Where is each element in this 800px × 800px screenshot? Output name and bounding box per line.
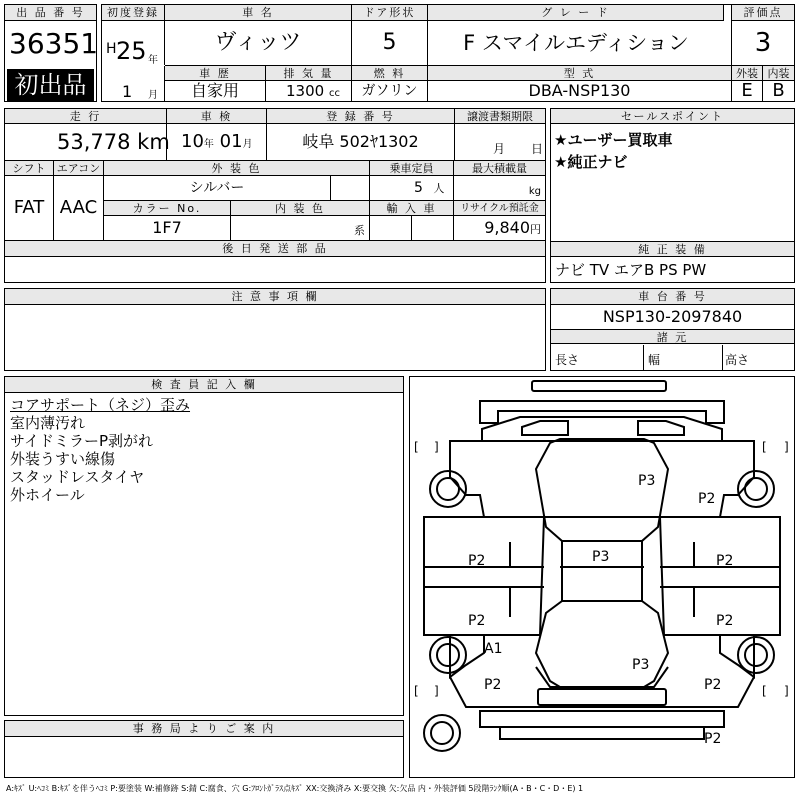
inspector-line: 外装うすい線傷	[10, 450, 116, 468]
car-diagram-svg	[410, 377, 794, 777]
reg-month-cell	[102, 66, 165, 101]
grade-cell	[428, 21, 724, 65]
mark-label: A1	[484, 641, 503, 657]
score-value: 3	[754, 28, 772, 58]
color-no-value: 1F7	[152, 218, 182, 237]
lot-number: 36351	[9, 27, 99, 60]
inspector-lines	[10, 396, 190, 504]
import-cell	[370, 216, 412, 240]
grade-value: F スマイルエディション	[463, 31, 689, 55]
reg-year: 25	[116, 37, 147, 65]
ext-color-value: シルバー	[189, 180, 245, 196]
first-listing-label: 初出品	[14, 71, 87, 99]
exterior-grade-header: 外装	[732, 66, 763, 81]
inspection-month-unit: 月	[242, 139, 253, 150]
reg-cell	[102, 21, 165, 65]
aircon-cell	[54, 176, 104, 240]
inspector-line: コアサポート（ネジ）歪み	[10, 396, 191, 414]
inspector-header: 検 査 員 記 入 欄	[5, 377, 403, 393]
reg-era: H	[106, 41, 117, 57]
shift-header: シフト	[5, 161, 54, 176]
displacement-unit: cc	[328, 88, 340, 99]
car-diagram	[409, 376, 795, 778]
mark-label: P2	[704, 677, 722, 693]
shift-value: FAT	[13, 197, 45, 218]
svg-text:[: [	[414, 684, 419, 698]
doors-value: 5	[382, 30, 397, 55]
displacement-value: 1300	[286, 82, 325, 100]
interior-grade-cell	[763, 81, 794, 101]
int-color-cell	[231, 216, 370, 240]
plate-cell	[267, 124, 455, 160]
max-load-cell	[454, 176, 545, 201]
mark-label: P2	[716, 613, 734, 629]
chassis-value: NSP130-2097840	[602, 307, 743, 326]
mark-label: P2	[468, 553, 486, 569]
inspector-line: サイドミラーP剥がれ	[10, 432, 153, 450]
model-header: 型 式	[428, 66, 732, 81]
lot-header: 出 品 番 号	[5, 5, 96, 21]
dims-length-label: 長さ	[555, 353, 580, 367]
ext-color-extra	[331, 176, 370, 201]
equipment-header: 純 正 装 備	[551, 242, 794, 257]
import-cell-2	[412, 216, 454, 240]
fuel-header: 燃 料	[352, 66, 428, 81]
mark-label: P2	[484, 677, 502, 693]
capacity-value: 5	[414, 180, 423, 196]
max-load-unit: kg	[528, 186, 541, 197]
first-listing-badge	[7, 69, 94, 101]
doors-cell	[352, 21, 428, 65]
mark-label: P2	[468, 613, 486, 629]
sales-point-2: ★純正ナビ	[554, 153, 628, 171]
car-name-value: ヴィッツ	[214, 30, 302, 55]
interior-grade-header: 内装	[763, 66, 794, 81]
max-load-header: 最大積載量	[454, 161, 545, 176]
aircon-header: エアコン	[54, 161, 104, 176]
mileage-header: 走 行	[5, 109, 167, 124]
model-cell	[428, 81, 732, 101]
shift-cell	[5, 176, 54, 240]
mileage-unit: km	[137, 130, 170, 154]
color-no-cell	[104, 216, 231, 240]
history-header: 車 歴	[165, 66, 266, 81]
svg-text:[: [	[414, 440, 419, 454]
reg-month: 1	[122, 82, 133, 101]
inspection-year: 10	[181, 131, 204, 152]
displacement-header: 排 気 量	[266, 66, 352, 81]
score-header: 評価点	[732, 5, 794, 21]
equipment-value: ナビ TV エアB PS PW	[555, 261, 707, 279]
svg-text:[: [	[762, 684, 767, 698]
notes-box	[4, 288, 546, 371]
inspector-line: スタッドレスタイヤ	[10, 468, 145, 486]
ext-color-header: 外 装 色	[104, 161, 370, 176]
mark-label: P2	[716, 553, 734, 569]
inspection-cell	[167, 124, 267, 160]
mark-label: P2	[704, 731, 722, 747]
recycle-unit: 円	[530, 223, 541, 236]
grade-header: グ レ ー ド	[428, 5, 724, 21]
sales-header: セールスポイント	[551, 109, 794, 124]
displacement-cell	[266, 81, 352, 101]
history-value: 自家用	[190, 81, 239, 100]
dims-row	[551, 345, 794, 370]
transfer-cell	[455, 124, 545, 160]
import-header: 輸 入 車	[370, 201, 454, 216]
svg-text:]: ]	[784, 440, 789, 454]
office-header: 事 務 局 よ り ご 案 内	[5, 721, 403, 737]
fuel-value: ガソリン	[361, 83, 418, 99]
transfer-day-unit: 日	[531, 142, 544, 156]
capacity-header: 乗車定員	[370, 161, 454, 176]
sales-box	[550, 108, 795, 283]
lot-box	[4, 4, 97, 102]
notes-header: 注 意 事 項 欄	[5, 289, 545, 305]
later-parts-header: 後 日 発 送 部 品	[5, 241, 545, 257]
exterior-grade-cell	[732, 81, 763, 101]
aircon-value: AAC	[59, 197, 98, 218]
reg-header: 初度登録	[102, 5, 165, 21]
dims-width	[644, 345, 723, 370]
transfer-month-unit: 月	[493, 142, 506, 156]
ext-color-cell	[104, 176, 331, 201]
inspector-box	[4, 376, 404, 716]
int-color-unit: 系	[354, 224, 365, 237]
recycle-header: リサイクル預託金	[454, 201, 545, 216]
mark-label: P2	[698, 491, 716, 507]
plate-value: 岐阜 502ﾔ1302	[302, 132, 419, 151]
inspector-line: 室内薄汚れ	[10, 414, 86, 432]
mark-label: P3	[632, 657, 650, 673]
reg-month-unit: 月	[148, 90, 158, 101]
mileage-cell	[5, 124, 170, 160]
svg-text:]: ]	[434, 684, 439, 698]
color-no-header: カラー No.	[104, 201, 231, 216]
inspection-year-unit: 年	[203, 139, 214, 150]
top-table	[101, 4, 795, 102]
legend-text: A:ｷｽﾞ U:ﾍｺﾐ B:ｷｽﾞを伴うﾍｺﾐ P:要塗装 W:補修跡 S:錆 C:腐食、穴 G:ﾌﾛﾝﾄｶﾞﾗｽ点ｷｽﾞ XX:交換済み X:要交換 欠:欠品 内・外装評価 5段階ﾗﾝｸ順(A・B・C・D・E) 1	[6, 784, 584, 793]
middle-table	[4, 108, 546, 283]
dims-width-label: 幅	[648, 353, 661, 367]
inspector-line: 外ホイール	[10, 486, 85, 504]
mileage-value: 53,778	[57, 130, 131, 154]
exterior-grade-value: E	[741, 80, 753, 101]
transfer-header: 譲渡書類期限	[455, 109, 545, 124]
doors-header: ドア形状	[352, 5, 428, 21]
int-color-header: 内 装 色	[231, 201, 370, 216]
model-value: DBA-NSP130	[528, 81, 631, 100]
mark-label: P3	[592, 549, 610, 565]
car-name-header: 車 名	[165, 5, 352, 21]
chassis-header: 車 台 番 号	[551, 289, 794, 305]
sales-point-1: ★ユーザー買取車	[554, 131, 673, 149]
dims-length	[551, 345, 644, 370]
reg-year-unit: 年	[148, 55, 158, 66]
car-name	[165, 21, 352, 65]
capacity-unit: 人	[433, 182, 445, 195]
dims-height	[723, 345, 794, 370]
svg-text:]: ]	[434, 440, 439, 454]
dims-height-label: 高さ	[725, 353, 750, 367]
mark-label: P3	[638, 473, 656, 489]
recycle-value: 9,840	[484, 218, 530, 237]
svg-text:]: ]	[784, 684, 789, 698]
office-box	[4, 720, 404, 778]
capacity-cell	[370, 176, 454, 201]
plate-header: 登 録 番 号	[267, 109, 455, 124]
chassis-box	[550, 288, 795, 371]
fuel-cell	[352, 81, 428, 101]
history-cell	[165, 81, 266, 101]
svg-text:[: [	[762, 440, 767, 454]
inspection-header: 車 検	[167, 109, 267, 124]
score-cell	[732, 21, 794, 65]
interior-grade-value: B	[772, 80, 785, 101]
recycle-cell	[454, 216, 545, 240]
inspection-month: 01	[219, 131, 243, 152]
score-divider	[724, 5, 732, 65]
dims-header: 諸 元	[551, 329, 794, 344]
